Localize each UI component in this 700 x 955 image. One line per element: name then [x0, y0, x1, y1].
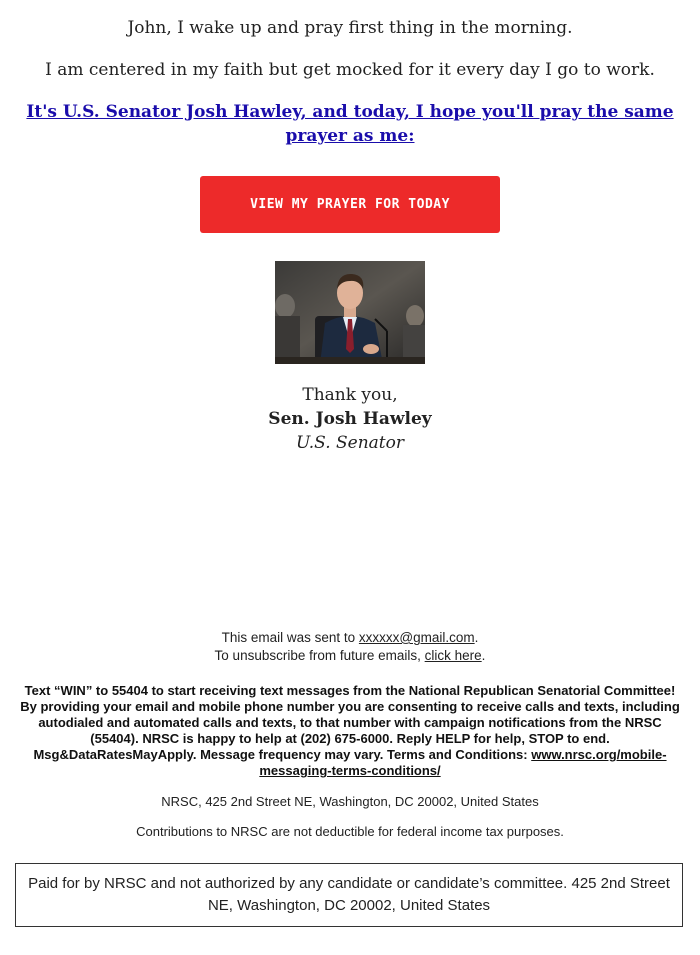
sms-disclaimer [18, 683, 682, 779]
sms-terms-link[interactable]: www.nrsc.org/mobile-messaging-terms-conditions/ [259, 747, 667, 778]
senator-photo[interactable] [275, 261, 425, 364]
sent-to-line [0, 629, 700, 647]
sms-disclaimer-text: Text “WIN” to 55404 to start receiving text messages from the National Republican Senatorial Committee! By providing your email and mobile phone number you are consenting to receive calls and texts, including autodialed and automated calls and texts, to that number with campaign notifications from the NRSC (55404). NRSC is happy to help at (202) 675-6000. Reply HELP for help, STOP to end. Msg&DataRatesMayApply. Message frequency may vary. Terms and Conditions: [20, 683, 680, 762]
recipient-email-link[interactable]: xxxxxx@gmail.com [358, 630, 475, 645]
intro-line-1: John, I wake up and pray first thing in the morning. [127, 18, 573, 38]
contributions-notice: Contributions to NRSC are not deductible for federal income tax purposes. [136, 824, 564, 839]
signoff-title: U.S. Senator [295, 433, 404, 453]
sent-to-suffix: . [474, 630, 479, 645]
headline-container [20, 100, 680, 148]
intro-line-2: I am centered in my faith but get mocked for it every day I go to work. [45, 60, 655, 80]
mailing-address: NRSC, 425 2nd Street NE, Washington, DC 20002, United States [161, 794, 539, 809]
unsubscribe-link[interactable]: click here [424, 648, 482, 663]
unsubscribe-prefix: To unsubscribe from future emails, [214, 648, 425, 663]
unsubscribe-suffix: . [481, 648, 486, 663]
footer-sent-block [0, 629, 700, 665]
view-prayer-button[interactable]: VIEW MY PRAYER FOR TODAY [200, 176, 500, 233]
unsubscribe-line [0, 647, 700, 665]
signoff-name: Sen. Josh Hawley [268, 409, 432, 429]
signoff-thanks: Thank you, [302, 385, 398, 405]
headline-link[interactable]: It's U.S. Senator Josh Hawley, and today, I hope you'll pray the same prayer as me: [26, 102, 674, 146]
signoff-block [0, 383, 700, 455]
sent-to-prefix: This email was sent to [221, 630, 359, 645]
paid-for-disclaimer [15, 863, 683, 927]
paid-for-text: Paid for by NRSC and not authorized by any candidate or candidate’s committee. 425 2nd Street NE, Washington, DC 20002, United States [28, 875, 670, 914]
